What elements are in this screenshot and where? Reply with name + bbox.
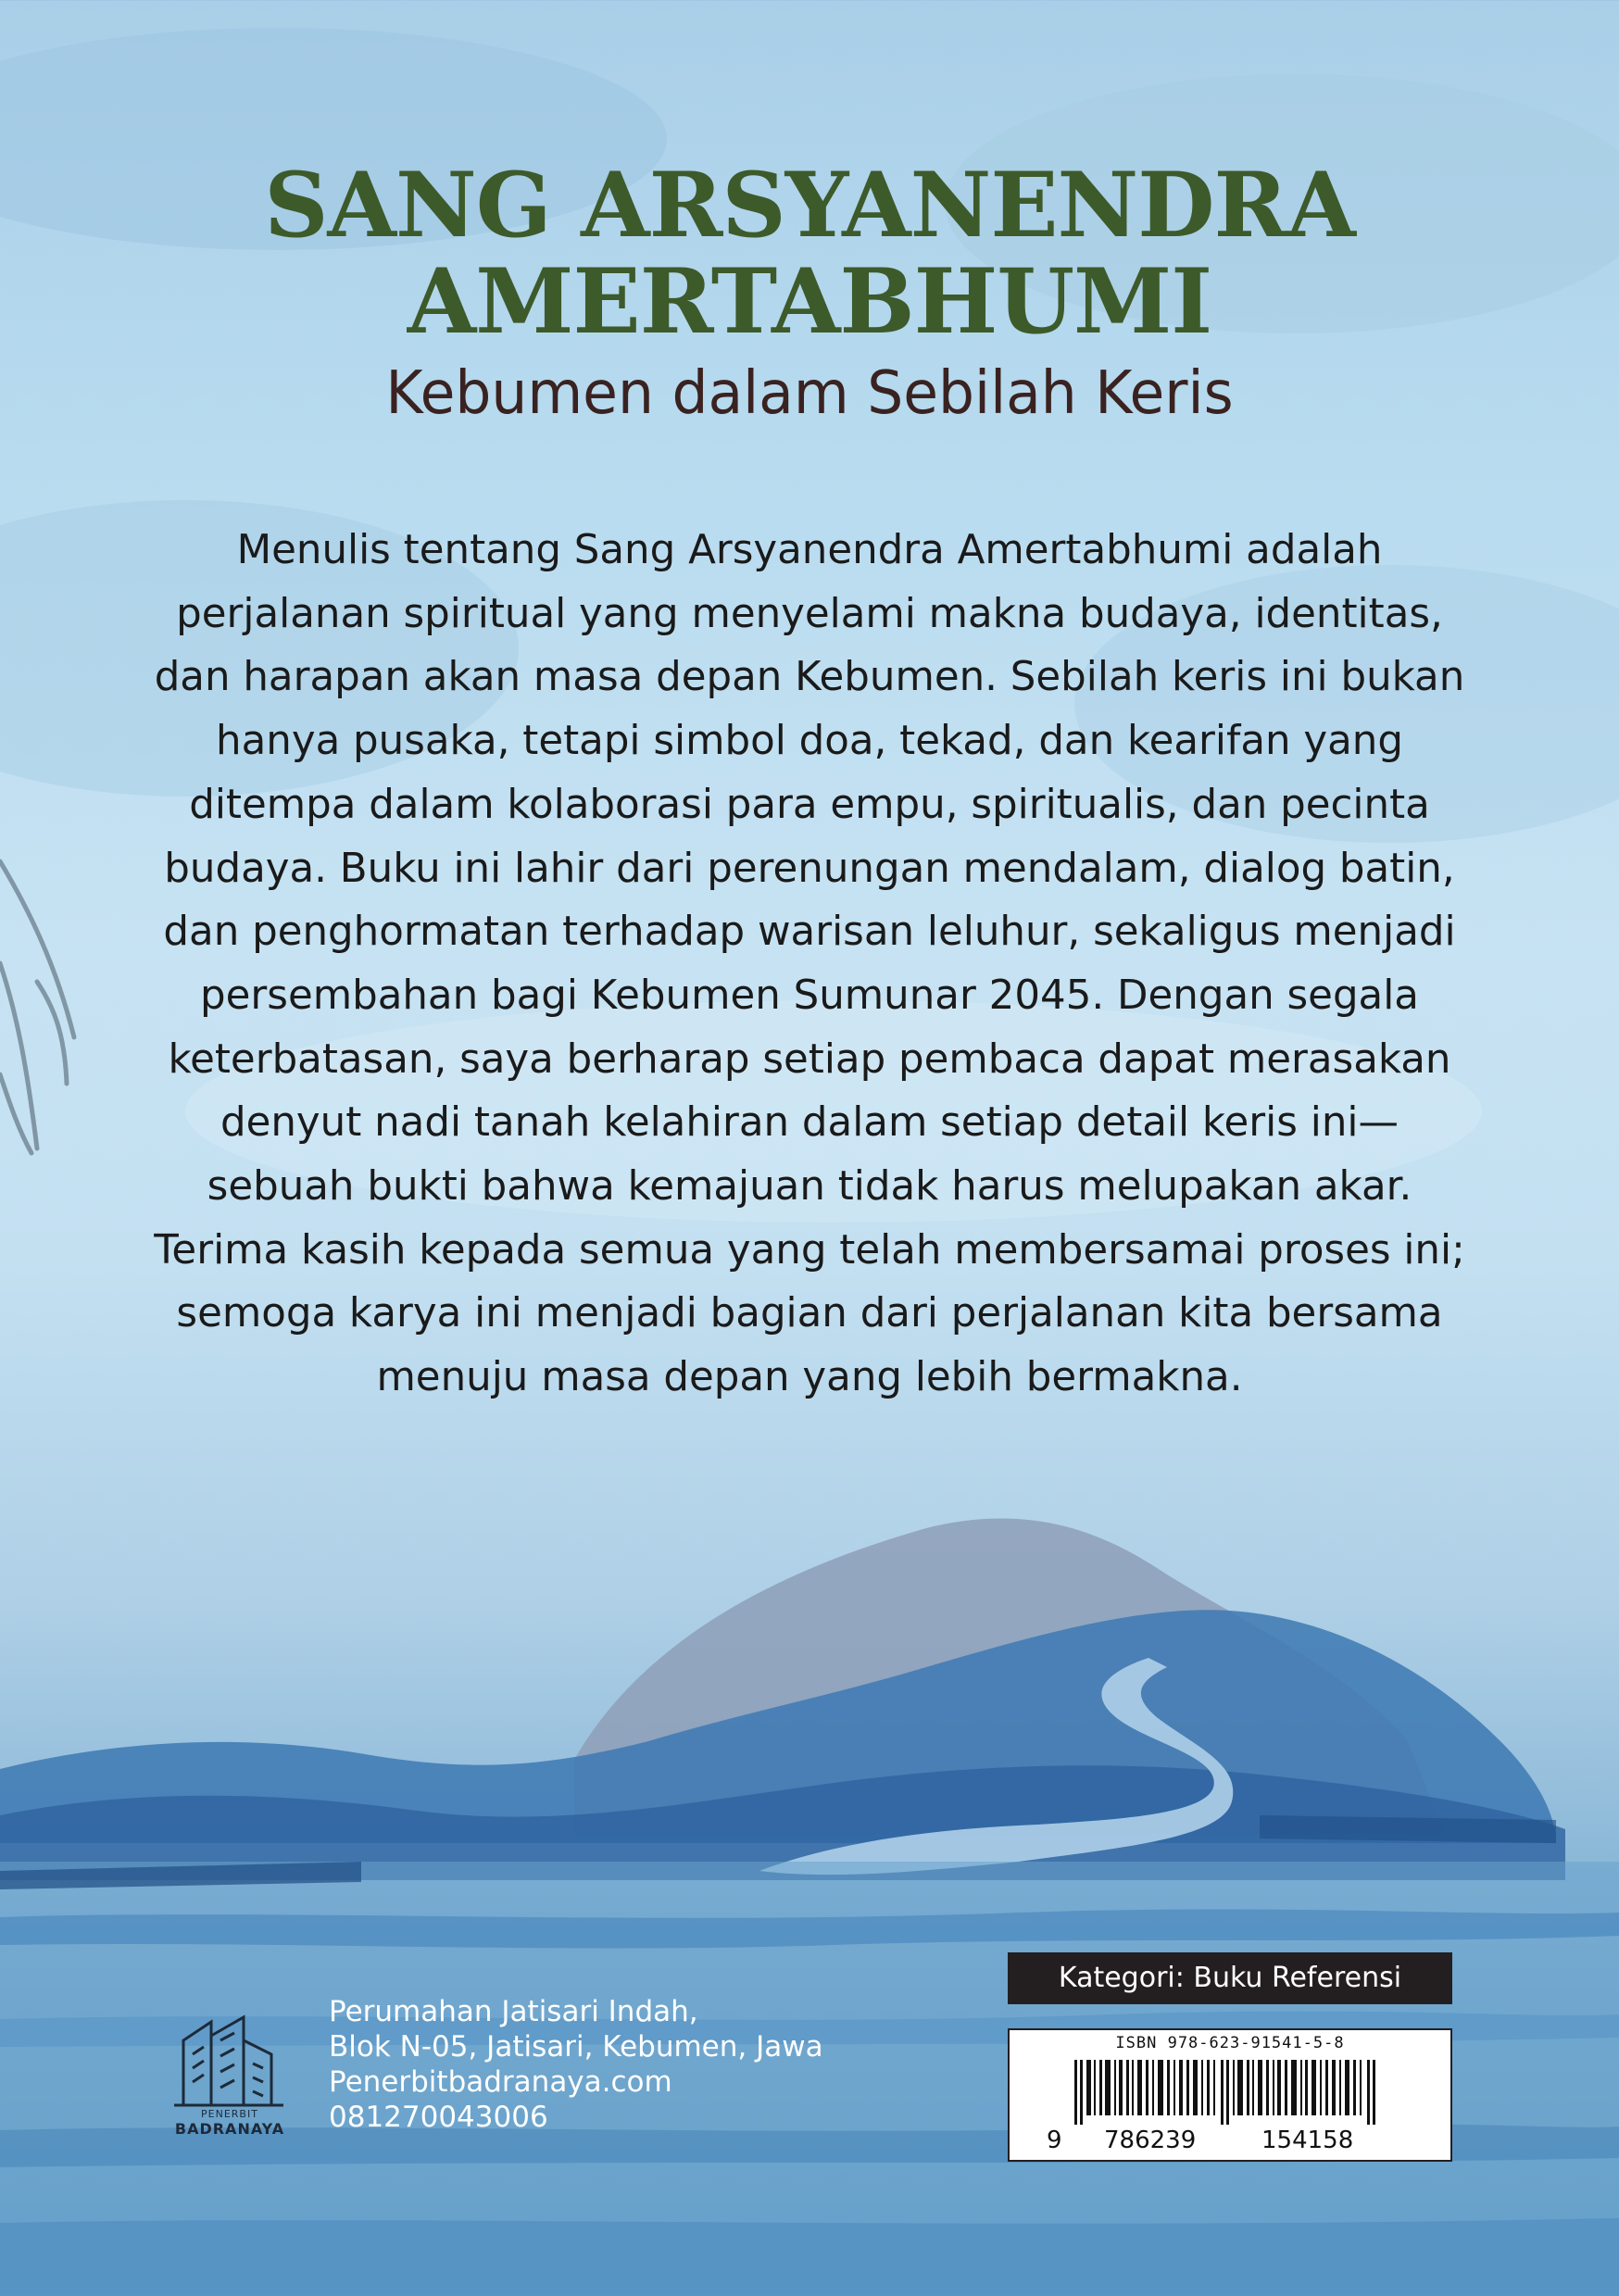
blurb-line: keterbatasan, saya berharap setiap pembaca dapat merasakan: [168, 1035, 1451, 1083]
book-subtitle: Kebumen dalam Sebilah Keris: [385, 359, 1234, 428]
blurb-line: persembahan bagi Kebumen Sumunar 2045. Dengan segala: [200, 972, 1419, 1019]
isbn-digits-left: 786239: [1104, 2127, 1197, 2154]
back-cover-blurb: [148, 519, 1471, 1410]
publisher-website: Penerbitbadranaya.com: [329, 2065, 672, 2099]
blurb-line: dan penghormatan terhadap warisan leluhur, sekaligus menjadi: [163, 909, 1456, 956]
blurb-line: semoga karya ini menjadi bagian dari perjalanan kita bersama: [176, 1290, 1443, 1337]
blurb-line: budaya. Buku ini lahir dari perenungan mendalam, dialog batin,: [164, 845, 1455, 892]
blurb-line: menuju masa depan yang lebih bermakna.: [376, 1354, 1243, 1401]
blurb-line: denyut nadi tanah kelahiran dalam setiap detail keris ini—: [220, 1099, 1399, 1147]
isbn-digit-lead: 9: [1047, 2127, 1062, 2154]
isbn-barcode: [1008, 2028, 1452, 2162]
blurb-line: ditempa dalam kolaborasi para empu, spiritualis, dan pecinta: [189, 781, 1430, 828]
isbn-digits-right: 154158: [1261, 2127, 1354, 2154]
blurb-line: Terima kasih kepada semua yang telah membersamai proses ini;: [154, 1226, 1465, 1273]
isbn-text: ISBN 978-623-91541-5-8: [1115, 2034, 1345, 2052]
blurb-line: Menulis tentang Sang Arsyanendra Amertabhumi adalah: [236, 527, 1383, 573]
logo-name-text: BADRANAYA: [174, 2120, 285, 2138]
publisher-info: [329, 1994, 823, 2135]
logo-small-text: PENERBIT: [201, 2108, 258, 2120]
blurb-line: perjalanan spiritual yang menyelami makna budaya, identitas,: [176, 590, 1443, 637]
category-label: Kategori: Buku Referensi: [1008, 1952, 1452, 2004]
publisher-address-line-1: Perumahan Jatisari Indah,: [329, 1995, 698, 2028]
title-line-2: AMERTABHUMI: [407, 249, 1212, 354]
blurb-line: dan harapan akan masa depan Kebumen. Sebilah keris ini bukan: [154, 654, 1465, 701]
book-title: [0, 153, 1619, 354]
barcode-bars: [1074, 2060, 1380, 2125]
blurb-line: hanya pusaka, tetapi simbol doa, tekad, dan kearifan yang: [216, 718, 1403, 765]
blurb-line: sebuah bukti bahwa kemajuan tidak harus melupakan akar.: [207, 1163, 1412, 1211]
publisher-phone: 081270043006: [329, 2101, 548, 2134]
publisher-logo-text: [165, 2108, 295, 2139]
publisher-address-line-2: Blok N-05, Jatisari, Kebumen, Jawa: [329, 2030, 823, 2064]
title-line-1: SANG ARSYANENDRA: [264, 153, 1355, 257]
